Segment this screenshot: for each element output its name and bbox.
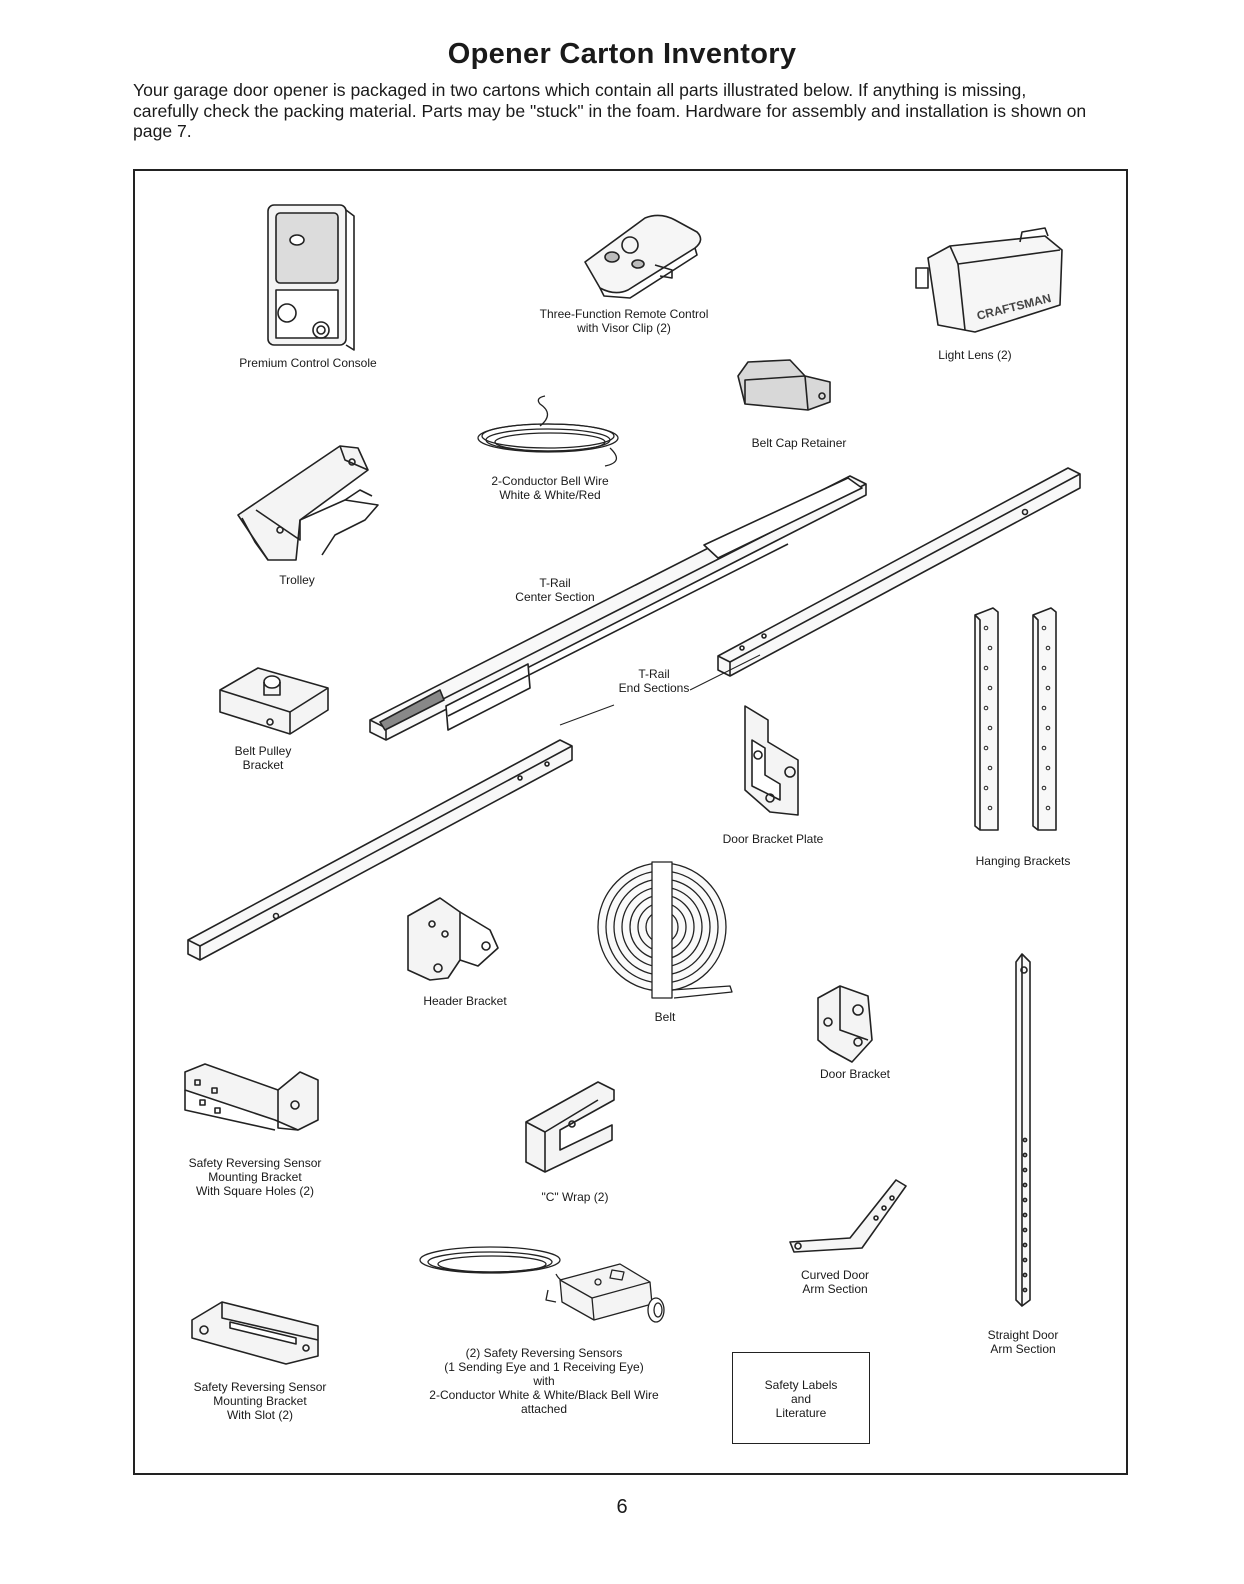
intro-paragraph: Your garage door opener is packaged in two cartons which contain all parts illustrated below. If anything is missing, carefully check the packing material. Parts may be "stuck" in the foam. Hardware for assembly and installation is shown on page 7.	[133, 80, 1087, 141]
craftsman-logo: CRAFTSMAN	[975, 290, 1053, 323]
label-sensor-bracket-slot: Safety Reversing Sensor Mounting Bracket With Slot (2)	[193, 1380, 327, 1422]
label-t-rail-end: T-Rail End Sections	[618, 667, 690, 695]
hanging-brackets-illustration	[975, 608, 1056, 830]
header-bracket-illustration	[408, 898, 498, 980]
label-hanging-brackets: Hanging Brackets	[975, 854, 1071, 868]
door-bracket-plate-illustration	[745, 706, 798, 815]
control-console-illustration	[268, 205, 354, 350]
curved-door-arm-illustration	[790, 1180, 906, 1252]
label-straight-door-arm: Straight Door Arm Section	[987, 1328, 1059, 1356]
page-number: 6	[616, 1496, 628, 1518]
label-remote-control: Three-Function Remote Control with Visor Clip (2)	[539, 307, 709, 335]
door-bracket-illustration	[818, 986, 872, 1062]
trolley-illustration	[238, 446, 378, 560]
belt-pulley-bracket-illustration	[220, 668, 328, 734]
belt-cap-retainer-illustration	[738, 360, 830, 410]
t-rail-center-illustration	[370, 476, 866, 740]
bell-wire-illustration	[478, 396, 618, 466]
label-belt-cap-retainer: Belt Cap Retainer	[751, 436, 847, 450]
remote-control-illustration	[585, 215, 701, 298]
label-door-bracket: Door Bracket	[819, 1067, 891, 1081]
sensor-bracket-slot-illustration	[192, 1302, 318, 1364]
sensor-bracket-square-illustration	[185, 1064, 318, 1130]
safety-sensors-illustration	[420, 1247, 664, 1322]
belt-illustration	[598, 862, 732, 998]
label-curved-door-arm: Curved Door Arm Section	[800, 1268, 870, 1296]
label-light-lens: Light Lens (2)	[938, 348, 1012, 362]
label-door-bracket-plate: Door Bracket Plate	[722, 832, 824, 846]
label-t-rail-center: T-Rail Center Section	[515, 576, 595, 604]
label-safety-sensors: (2) Safety Reversing Sensors (1 Sending Eye and 1 Receiving Eye) with 2-Conductor White & White/Black Bell Wire attached	[429, 1346, 659, 1416]
label-sensor-bracket-square: Safety Reversing Sensor Mounting Bracket With Square Holes (2)	[188, 1156, 322, 1198]
label-header-bracket: Header Bracket	[423, 994, 507, 1008]
label-belt: Belt	[654, 1010, 676, 1024]
page-title: Opener Carton Inventory	[447, 38, 797, 70]
safety-labels-box	[732, 1352, 870, 1444]
light-lens-illustration	[916, 228, 1062, 332]
straight-door-arm-illustration	[1016, 954, 1030, 1306]
label-safety-labels: Safety Labels and Literature	[764, 1378, 838, 1420]
label-trolley: Trolley	[279, 573, 315, 587]
label-belt-pulley-bracket: Belt Pulley Bracket	[234, 744, 292, 772]
label-bell-wire: 2-Conductor Bell Wire White & White/Red	[491, 474, 609, 502]
c-wrap-illustration	[526, 1082, 614, 1172]
label-premium-control-console: Premium Control Console	[239, 356, 377, 370]
label-c-wrap: "C" Wrap (2)	[541, 1190, 609, 1204]
